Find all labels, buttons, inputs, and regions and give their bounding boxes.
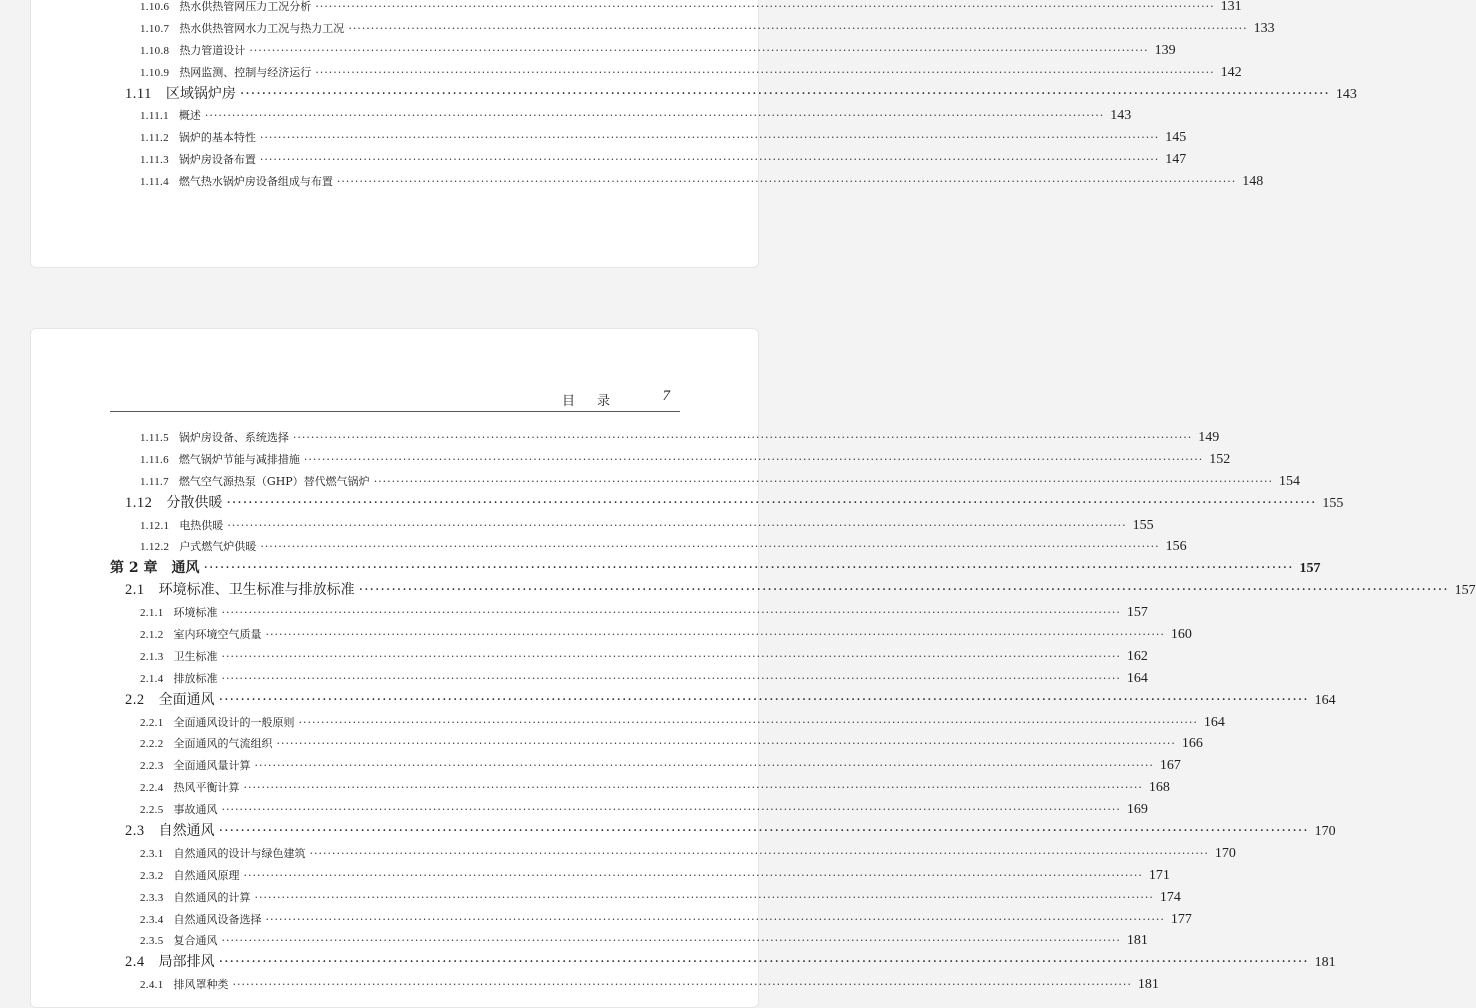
page-number: 145 [1165,130,1187,146]
page-number: 148 [1242,174,1264,190]
section-number: 2.2.4 [140,782,164,795]
section-title: 事故通风 [173,803,218,817]
section-number: 1.11.4 [140,176,169,189]
toc-entry-label [125,821,215,843]
toc-entry-label [140,799,218,822]
section-title: 自然通风的计算 [173,890,251,904]
toc-entry[interactable] [140,471,1301,493]
page-number: 162 [1126,648,1148,664]
section-title: 户式燃气炉供暖 [179,540,257,554]
section-number: 2.3.2 [140,869,164,882]
toc-entry-label [140,171,333,194]
section-title: 排放标准 [173,671,218,685]
section-number: 2.4.1 [140,979,164,992]
leader-dots: ········································································································································································································ [292,431,1193,444]
toc-entry[interactable] [140,974,1159,996]
section-number: 2.2.1 [140,716,164,729]
page-number: 157 [1299,561,1321,577]
toc-entry-label [140,930,218,953]
section-title: 区域锅炉房 [165,85,236,102]
leader-dots: ········································································································································································································ [203,560,1294,577]
toc-entry-label [125,690,215,712]
section-title: 排风罩种类 [173,978,229,992]
toc-entry[interactable] [140,733,1203,755]
section-title: 电热供暖 [179,518,224,532]
section-title: 卫生标准 [173,649,218,663]
section-title: 锅炉房设备、系统选择 [178,431,289,444]
page-number: 177 [1170,911,1192,927]
toc-entry-label [140,40,245,63]
toc-entry[interactable] [140,171,1264,193]
page-number: 142 [1220,64,1242,80]
section-number: 2.1.2 [140,629,164,642]
page-number: 170 [1314,824,1336,840]
section-title: 通风 [171,560,200,577]
section-number: 2.3.4 [140,913,164,926]
page-number: 167 [1159,758,1181,774]
toc-entry[interactable] [140,865,1170,887]
section-number: 1.11.1 [140,110,169,123]
section-number: 1.12.1 [140,519,170,532]
section-number: 1.12.2 [140,541,170,554]
page-number: 149 [1198,430,1220,445]
section-number: 2.1.3 [140,650,164,663]
header-title: 目录 [561,394,632,409]
toc-entry[interactable] [140,909,1192,931]
section-title: 热力管道设计 [179,43,246,57]
section-title: 热风平衡计算 [173,781,240,795]
section-title: 燃气锅炉节能与减排措施 [178,452,300,466]
toc-entry[interactable] [125,821,1336,843]
page-number: 170 [1214,845,1236,861]
section-number: 2.1.1 [140,607,164,620]
leader-dots: ········································································································································································································ [221,649,1121,663]
section-title: 热水供热管网压力工况分析 [179,0,312,13]
page-number: 164 [1203,714,1225,730]
running-header [110,387,680,412]
leader-dots: ········································································································································································································ [243,781,1143,795]
leader-dots: ········································································································································································································ [315,65,1215,79]
toc-entry[interactable] [125,952,1336,974]
section-number: 第 2 章 [110,560,158,577]
leader-dots: ········································································································································································································ [309,846,1209,860]
page-number: 143 [1335,86,1357,102]
header-page-number: 7 [662,388,670,404]
section-number: 1.11.2 [140,132,169,145]
section-title: 锅炉房设备布置 [178,153,256,167]
toc-entry[interactable] [140,0,1242,18]
section-number: 1.11.5 [140,432,169,444]
leader-dots: ········································································································································································································ [298,715,1198,729]
page-number: 171 [1148,867,1170,883]
toc-entry-label [140,536,256,559]
leader-dots: ········································································································································································································ [259,153,1160,167]
page-number: 156 [1165,539,1187,555]
leader-dots: ········································································································································································································ [232,978,1132,992]
leader-dots: ········································································································································································································ [249,43,1149,57]
toc-entry[interactable] [140,887,1181,909]
toc-entry-label [140,646,218,669]
page-number: 157 [1454,583,1476,599]
toc-entry[interactable] [140,843,1236,865]
leader-dots: ········································································································································································································ [218,691,1309,708]
toc-entry-label [140,668,218,691]
page-number: 164 [1126,670,1148,686]
leader-dots: ········································································································································································································ [239,85,1330,102]
toc-entry[interactable] [140,105,1132,127]
toc-entry-label [140,843,306,866]
section-title: 分散供暖 [166,494,223,511]
page-number: 147 [1165,152,1187,168]
page-number: 133 [1253,20,1275,36]
section-number: 1.10.9 [140,66,170,79]
section-title: 全面通风 [158,691,215,708]
toc-entry-label [125,580,355,602]
toc-entry-label [140,777,240,800]
leader-dots: ········································································································································································································ [260,540,1160,554]
leader-dots: ········································································································································································································ [226,494,1317,511]
section-number: 1.11.6 [140,453,169,466]
toc-entry[interactable] [140,536,1187,558]
leader-dots: ········································································································································································································ [204,109,1105,123]
section-number: 1.10.7 [140,22,170,35]
toc-entry-label [140,149,256,172]
toc-entry[interactable] [125,493,1344,515]
toc-entry-label [140,712,295,735]
page-number: 168 [1148,780,1170,796]
section-number: 2.3.3 [140,891,164,904]
section-title: 自然通风 [158,823,215,840]
section-title: 全面通风设计的一般原则 [173,715,295,729]
toc-entry-label [140,602,218,625]
leader-dots: ········································································································································································································ [221,606,1121,620]
section-number: 2.4 [125,954,145,971]
toc-entry-label [140,974,229,997]
section-number: 2.3 [125,823,145,840]
section-number: 2.2.3 [140,760,164,773]
toc-entry-label [140,733,273,756]
document-page-2 [30,328,1476,1008]
page-number: 155 [1132,517,1154,533]
section-title: 局部排风 [158,954,215,971]
toc-entry[interactable] [140,646,1148,668]
page-number: 139 [1154,42,1176,58]
toc-entry-label [140,127,256,150]
section-number: 1.11.7 [140,475,169,488]
page-number: 174 [1159,889,1181,905]
toc-entry-label [140,18,344,41]
leader-dots: ········································································································································································································ [336,175,1237,189]
section-number: 2.3.5 [140,935,164,948]
leader-dots: ········································································································································································································ [221,671,1121,685]
leader-dots: ········································································································································································································ [259,131,1160,145]
section-number: 1.10.8 [140,44,170,57]
section-number: 2.3.1 [140,847,164,860]
toc-entry-label [140,471,370,494]
toc-entry[interactable] [140,427,1220,449]
leader-dots: ········································································································································································································ [348,21,1248,35]
section-title: 热网监测、控制与经济运行 [179,65,312,79]
section-number: 2.1.4 [140,672,164,685]
toc-entry[interactable] [140,40,1176,62]
toc-entry-label [140,624,262,647]
page-number: 181 [1126,933,1148,949]
toc-entry[interactable] [125,580,1476,602]
section-title: 自然通风原理 [173,868,240,882]
section-title: 环境标准、卫生标准与排放标准 [158,582,355,599]
page-number: 154 [1279,473,1301,489]
toc-entry-label [140,909,262,932]
leader-dots: ········································································································································································································ [265,912,1165,926]
leader-dots: ········································································································································································································ [221,934,1121,948]
toc-entry[interactable] [140,602,1148,624]
leader-dots: ········································································································································································································ [243,868,1143,882]
toc-entry-label [140,515,223,538]
section-title: 全面通风的气流组织 [173,737,273,751]
toc-entry[interactable] [140,712,1225,734]
page-number: 169 [1126,802,1148,818]
leader-dots: ········································································································································································································ [303,452,1204,466]
section-title: 自然通风设备选择 [173,912,262,926]
leader-dots: ········································································································································································································ [265,628,1165,642]
toc-entry[interactable] [125,690,1336,712]
toc-entry-label [140,0,311,19]
section-title: 自然通风的设计与绿色建筑 [173,846,306,860]
section-title: 锅炉的基本特性 [178,131,256,145]
toc-entry-label [125,952,215,974]
page-number: 152 [1209,451,1231,467]
leader-dots: ········································································································································································································ [358,582,1449,599]
toc-entry-label [140,62,311,85]
leader-dots: ········································································································································································································ [218,954,1309,971]
toc-entry[interactable] [140,668,1148,690]
leader-dots: ········································································································································································································ [315,0,1215,13]
page-number: 155 [1322,495,1344,511]
section-title: 室内环境空气质量 [173,628,262,642]
leader-dots: ········································································································································································································ [254,890,1154,904]
toc-entry-label [140,865,240,888]
toc-entry-label [110,558,200,580]
section-title: 环境标准 [173,606,218,620]
toc-entry[interactable] [140,515,1154,537]
toc-entry-label [140,755,251,778]
toc-entry[interactable] [110,558,1321,580]
section-title: 热水供热管网水力工况与热力工况 [179,21,345,35]
leader-dots: ········································································································································································································ [221,803,1121,817]
toc-entry[interactable] [140,18,1275,40]
section-number: 1.10.6 [140,1,170,13]
toc-entry[interactable] [140,624,1192,646]
toc-entry-label [140,105,201,128]
toc-entry[interactable] [140,149,1187,171]
toc-entry-label [140,449,300,472]
toc-entry-label [140,887,251,910]
document-page-1 [30,0,1357,268]
leader-dots: ········································································································································································································ [227,518,1127,532]
toc-entry[interactable] [140,777,1170,799]
section-number: 2.2 [125,691,145,708]
toc-entry[interactable] [140,755,1181,777]
toc-entry[interactable] [140,62,1242,84]
page-number: 143 [1110,108,1132,124]
section-number: 2.2.5 [140,804,164,817]
leader-dots: ········································································································································································································ [373,474,1274,488]
toc-list [31,427,1476,996]
section-number: 2.1 [125,582,145,599]
toc-entry-label [140,427,289,450]
section-title: 复合通风 [173,934,218,948]
section-number: 2.2.2 [140,738,164,751]
section-title: 燃气热水锅炉房设备组成与布置 [178,175,333,189]
toc-entry[interactable] [140,930,1148,952]
leader-dots: ········································································································································································································ [254,759,1154,773]
toc-entry[interactable] [140,449,1231,471]
toc-entry[interactable] [125,84,1357,106]
toc-list [31,0,1357,193]
page-number: 166 [1181,736,1203,752]
page-number: 181 [1314,955,1336,971]
toc-entry[interactable] [140,799,1148,821]
page-number: 164 [1314,692,1336,708]
page-number: 157 [1126,605,1148,621]
page-number: 181 [1137,977,1159,993]
section-number: 1.11.3 [140,154,169,167]
section-number: 1.12 [125,494,153,511]
toc-entry-label [125,84,236,106]
toc-entry-label [125,493,222,515]
section-title: 燃气空气源热泵（GHP）替代燃气锅炉 [178,474,370,488]
section-number: 1.11 [125,85,152,102]
leader-dots: ········································································································································································································ [218,823,1309,840]
page-number: 160 [1170,627,1192,643]
section-title: 全面通风量计算 [173,759,251,773]
section-title: 概述 [178,109,201,123]
toc-entry[interactable] [140,127,1187,149]
page-number: 131 [1220,0,1242,14]
leader-dots: ········································································································································································································ [276,737,1176,751]
